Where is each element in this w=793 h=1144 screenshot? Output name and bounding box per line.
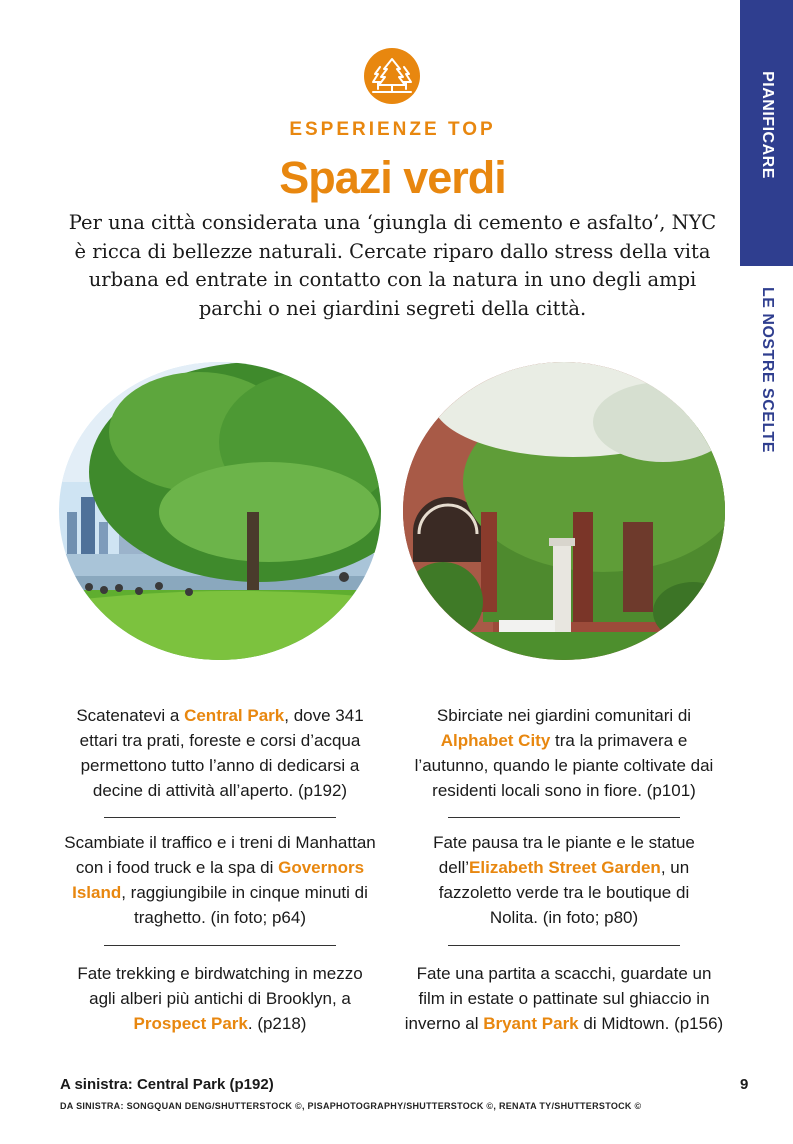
list-item <box>404 961 724 1036</box>
trees-icon <box>364 48 420 104</box>
item-text: , dove 341 ettari tra prati, foreste e corsi d’acqua permettono tutto l’anno di dedicarsi a decine di attività all’aperto. (p192) <box>79 706 364 800</box>
item-text: Scatenatevi a <box>76 706 185 725</box>
section-label: PIANIFICARE <box>758 71 776 179</box>
list-item <box>414 830 714 930</box>
elizabeth-street-garden-photo <box>403 362 725 660</box>
list-item <box>65 961 375 1036</box>
divider <box>104 945 336 946</box>
item-text: Sbirciate nei giardini comunitari di <box>436 706 692 725</box>
item-text: , un fazzoletto verde tra le boutique di Nolita. (in foto; p80) <box>438 858 690 927</box>
list-item <box>414 703 714 803</box>
item-text: Fate pausa tra le piante e le statue dell’ <box>433 833 695 877</box>
subsection-label: LE NOSTRE SCELTE <box>759 287 776 453</box>
page-title: Spazi verdi <box>279 152 506 203</box>
item-text: Scambiate il traffico e i treni di Manhattan con i food truck e la spa di <box>64 833 376 877</box>
divider <box>448 817 680 818</box>
place-name-prospect-park: Prospect Park <box>133 1014 248 1033</box>
divider <box>104 817 336 818</box>
item-text: Fate trekking e birdwatching in mezzo agli alberi più antichi di Brooklyn, a <box>77 964 363 1008</box>
item-text: tra la primavera e l’autunno, quando le piante coltivate dai residenti locali sono in fiore. (p101) <box>414 731 714 800</box>
list-item <box>60 830 380 930</box>
item-text: , raggiungibile in cinque minuti di traghetto. (in foto; p64) <box>121 883 368 927</box>
item-text: Fate una partita a scacchi, guardate un film in estate o pattinate sul ghiaccio in inverno al <box>404 964 712 1033</box>
item-text: di Midtown. (p156) <box>578 1014 724 1033</box>
place-name-governors-island: Governors Island <box>72 858 365 902</box>
place-name-alphabet-city: Alphabet City <box>440 731 551 750</box>
kicker: ESPERIENZE TOP <box>289 119 496 140</box>
place-name-central-park: Central Park <box>184 706 285 725</box>
intro-text: Per una città considerata una ‘giungla di cemento e asfalto’, NYC è ricca di bellezze naturali. Cercate riparo dallo stress della vita urbana ed entrate in contatto con la natura in uno degli ampi parchi o nei giardini segreti della città. <box>68 211 717 320</box>
place-name-elizabeth-street-garden: Elizabeth Street Garden <box>469 858 661 877</box>
photo-caption: A sinistra: Central Park (p192) <box>60 1076 274 1093</box>
central-park-photo <box>59 362 381 660</box>
divider <box>448 945 680 946</box>
list-item <box>70 703 370 803</box>
item-text: . (p218) <box>247 1014 307 1033</box>
page-number: 9 <box>740 1076 749 1093</box>
place-name-bryant-park: Bryant Park <box>483 1014 579 1033</box>
photo-credits: DA SINISTRA: SONGQUAN DENG/SHUTTERSTOCK ©, PISAPHOTOGRAPHY/SHUTTERSTOCK ©, RENATA TY/SHUTTERSTOCK © <box>60 1101 642 1111</box>
